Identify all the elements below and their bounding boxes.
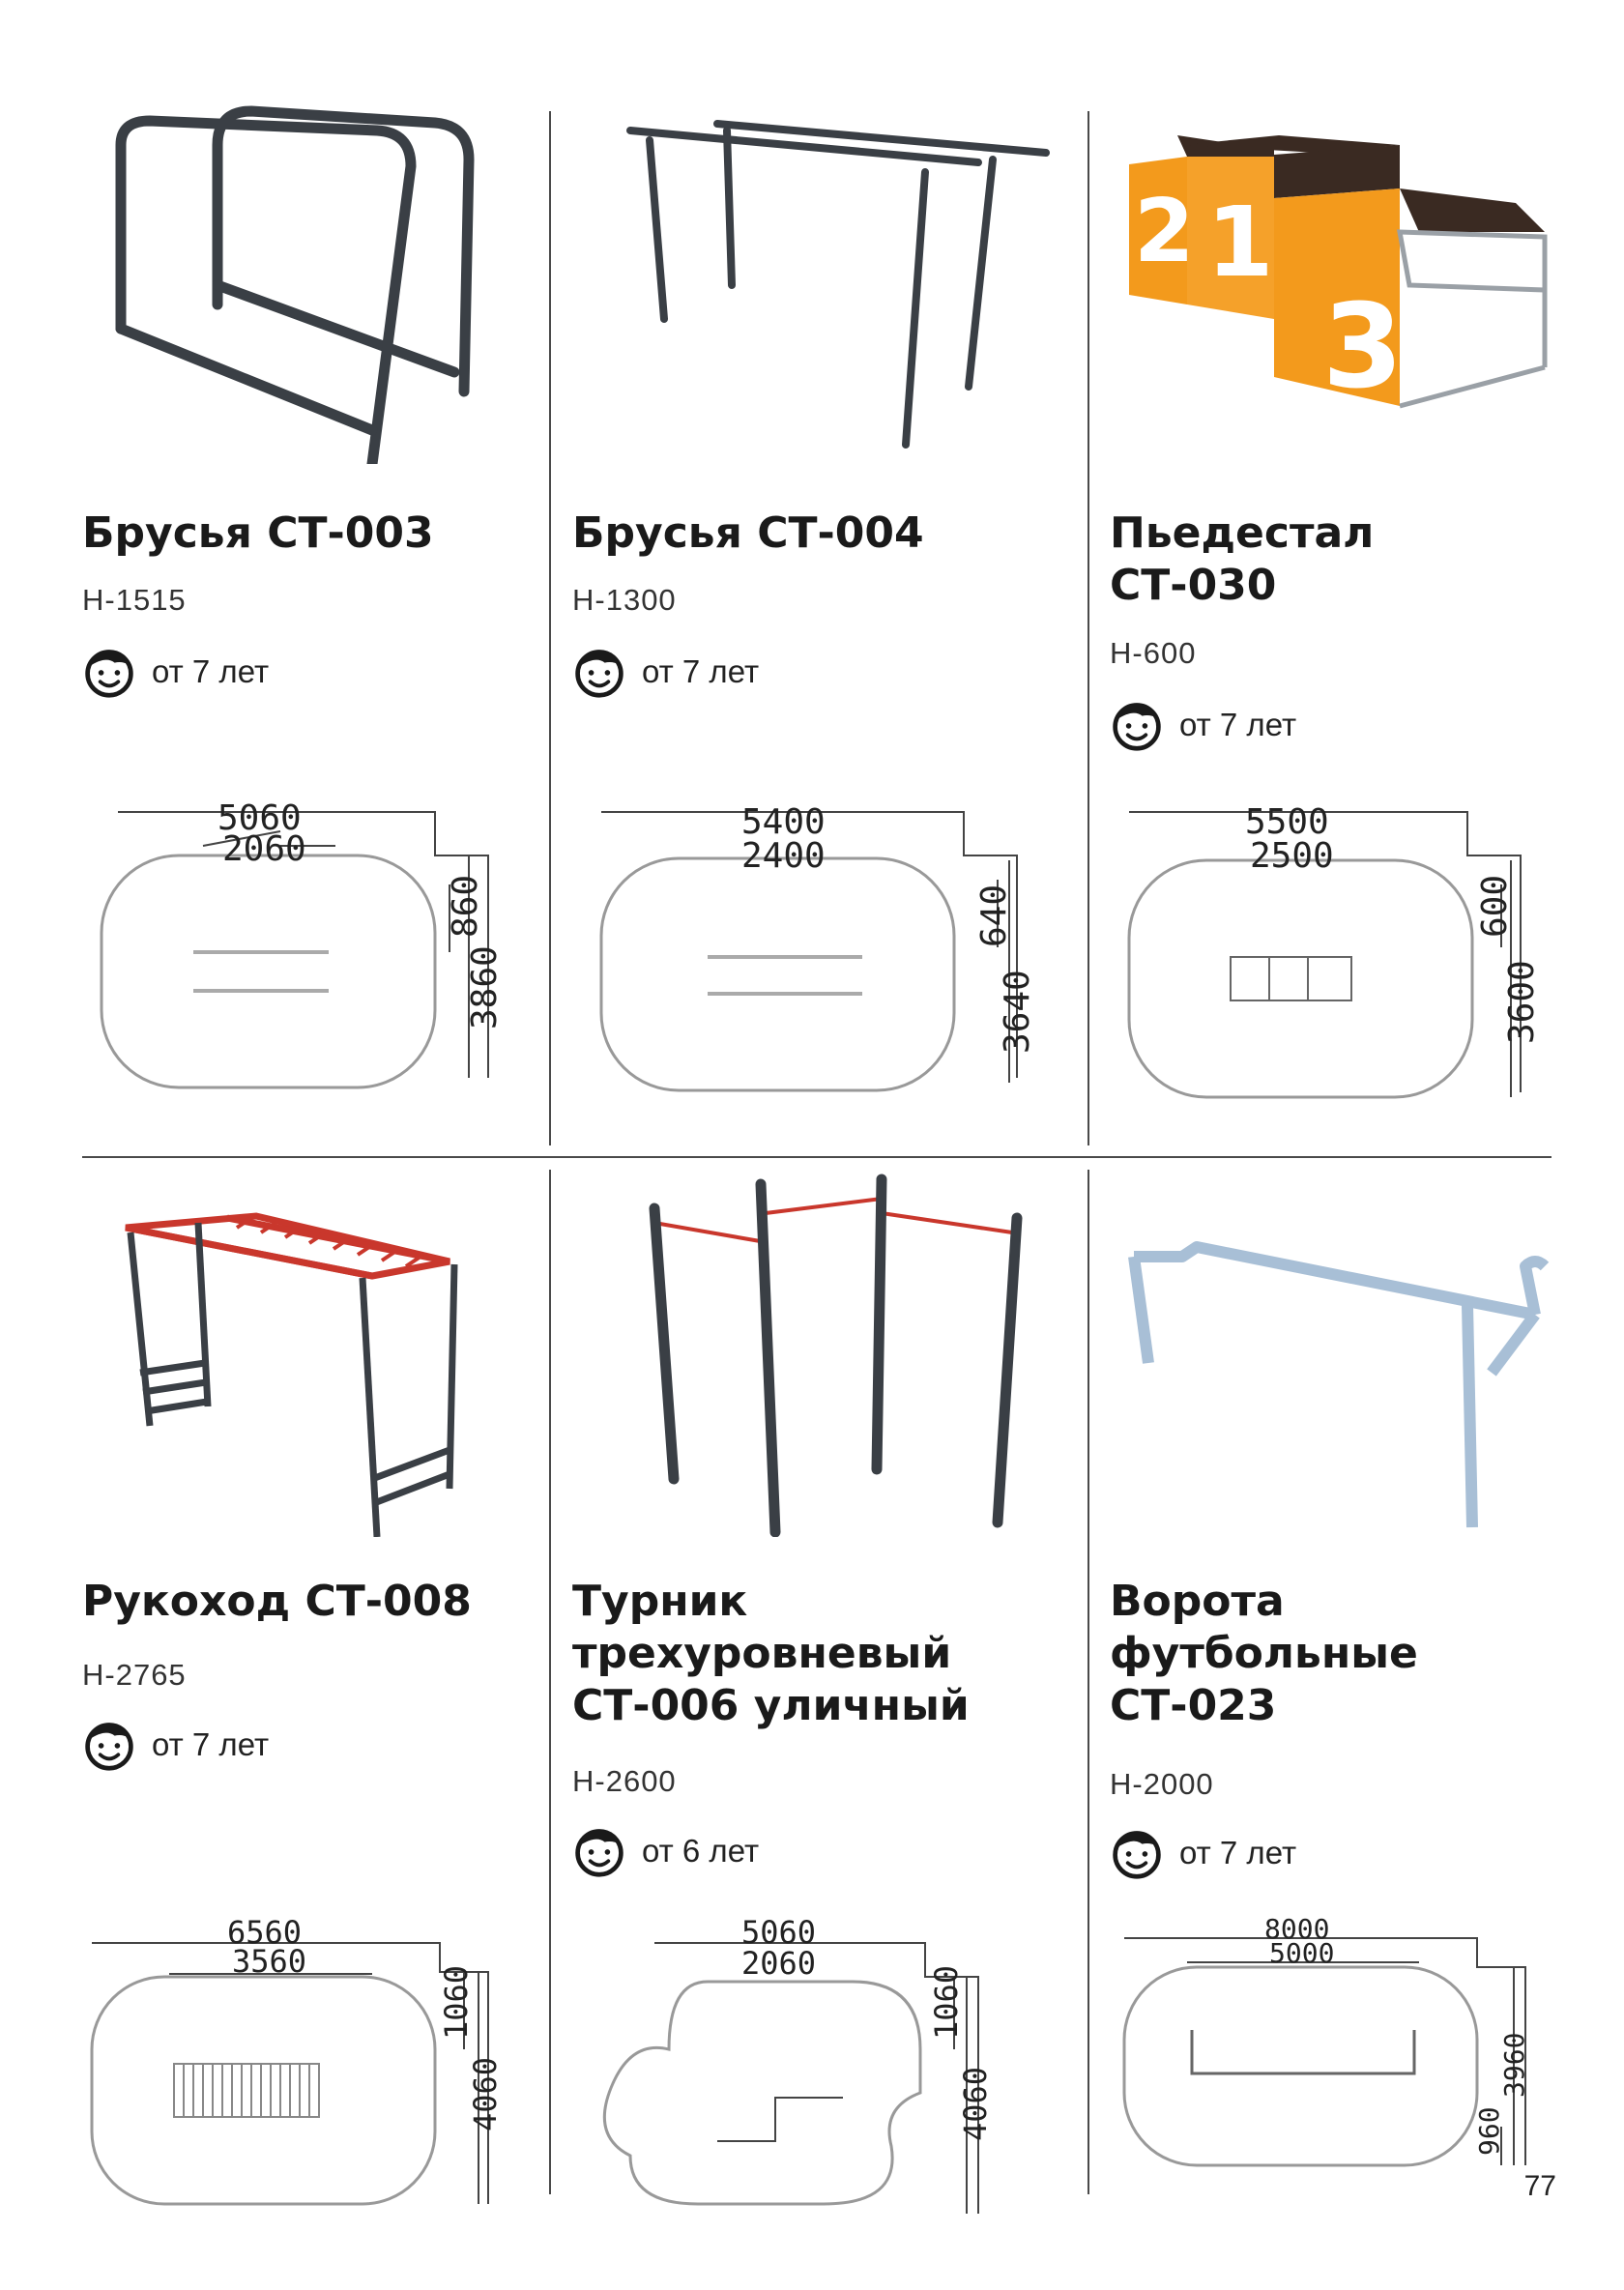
product-card-parallel-bars-003	[82, 97, 566, 1141]
product-title	[1110, 507, 1593, 612]
dim-outer-width: 5400	[741, 802, 826, 842]
product-height: Н-1300	[572, 583, 677, 617]
age-label: от 7 лет	[152, 653, 270, 689]
dim-inner-depth: 600	[1475, 874, 1515, 938]
dimension-plan	[82, 773, 566, 1141]
column-divider-4	[1088, 1170, 1089, 2194]
dim-outer-depth: 3960	[1498, 2032, 1530, 2098]
age-info	[572, 643, 759, 701]
dim-inner-width: 2060	[741, 1945, 817, 1982]
dim-outer-width: 5500	[1245, 802, 1329, 842]
age-info	[82, 643, 269, 701]
title-line: СТ-006 уличный	[572, 1681, 970, 1730]
dim-outer-depth: 3860	[465, 945, 505, 1029]
dim-outer-depth: 3640	[998, 970, 1037, 1054]
podium-number-1: 1	[1206, 186, 1274, 299]
child-face-icon	[572, 1824, 626, 1878]
title-line: трехуровневый	[572, 1629, 952, 1678]
age-label: от 7 лет	[152, 1726, 270, 1762]
title-line: СТ-023	[1110, 1681, 1277, 1730]
title-line: Турник	[572, 1577, 748, 1626]
title-line: Ворота	[1110, 1577, 1285, 1626]
dim-inner-depth: 860	[446, 874, 485, 938]
dim-outer-width: 6560	[227, 1914, 303, 1951]
dimension-plan	[572, 773, 1056, 1141]
dim-outer-width: 8000	[1264, 1914, 1330, 1945]
title-line: Брусья СТ-003	[82, 508, 434, 558]
age-label: от 7 лет	[1179, 707, 1297, 742]
dimension-plan	[82, 1914, 566, 2281]
age-info	[1110, 1824, 1296, 1882]
product-photo-parallel-bars	[82, 97, 566, 464]
child-face-icon	[82, 645, 136, 699]
product-photo-monkey-bars	[82, 1170, 566, 1537]
product-card-football-goal-023	[1110, 1170, 1593, 2214]
title-line: футбольные	[1110, 1629, 1418, 1678]
dim-inner-depth: 1060	[928, 1964, 965, 2040]
dim-outer-depth: 3600	[1502, 960, 1542, 1044]
dim-inner-width: 2400	[741, 836, 826, 876]
dim-outer-width: 5060	[218, 798, 302, 838]
product-height: Н-2000	[1110, 1767, 1214, 1801]
product-card-pullup-bar-006	[572, 1170, 1056, 2214]
product-card-monkey-bars-008	[82, 1170, 566, 2214]
title-line: Пьедестал	[1110, 508, 1375, 558]
dimension-plan	[1110, 1914, 1593, 2281]
dimension-plan	[1110, 773, 1593, 1141]
row-divider	[82, 1156, 1552, 1158]
dim-inner-depth: 640	[974, 884, 1014, 947]
title-line: Рукоход СТ-008	[82, 1577, 472, 1626]
child-face-icon	[572, 645, 626, 699]
product-photo-pullup-bar	[572, 1170, 1056, 1537]
dim-outer-depth: 4060	[957, 2066, 994, 2141]
column-divider-2	[1088, 111, 1089, 1145]
product-title	[572, 1576, 1056, 1732]
product-card-parallel-bars-004	[572, 97, 1056, 1141]
product-title	[82, 1576, 566, 1628]
dim-inner-width: 5000	[1269, 1937, 1335, 1969]
product-photo-football-goal	[1110, 1170, 1593, 1537]
child-face-icon	[82, 1718, 136, 1772]
age-info	[572, 1822, 759, 1880]
child-face-icon	[1110, 1826, 1164, 1880]
dim-outer-depth: 4060	[467, 2056, 504, 2131]
product-height: Н-600	[1110, 636, 1197, 670]
age-label: от 7 лет	[642, 653, 760, 689]
title-line: СТ-030	[1110, 561, 1277, 610]
product-title	[82, 507, 566, 560]
product-card-podium-030	[1110, 97, 1593, 1141]
product-height: Н-2765	[82, 1658, 187, 1692]
product-height: Н-1515	[82, 583, 187, 617]
dim-outer-width: 5060	[741, 1914, 817, 1951]
podium-number-3: 3	[1322, 280, 1404, 415]
dim-inner-depth: 1060	[438, 1964, 475, 2040]
dimension-plan	[572, 1914, 1056, 2281]
product-title	[1110, 1576, 1593, 1732]
page-number: 77	[1523, 2170, 1556, 2202]
product-title	[572, 507, 1056, 560]
product-photo-parallel-bars	[572, 97, 1056, 464]
age-label: от 7 лет	[1179, 1835, 1297, 1870]
dim-inner-width: 2500	[1250, 836, 1334, 876]
title-line: Брусья СТ-004	[572, 508, 924, 558]
child-face-icon	[1110, 698, 1164, 752]
age-info	[82, 1716, 269, 1774]
podium-number-2: 2	[1134, 181, 1195, 282]
dim-inner-depth: 960	[1473, 2106, 1505, 2156]
dim-inner-width: 2060	[222, 829, 306, 869]
age-label: от 6 лет	[642, 1833, 760, 1869]
product-height: Н-2600	[572, 1764, 677, 1798]
dim-inner-width: 3560	[232, 1943, 307, 1980]
age-info	[1110, 696, 1296, 754]
product-photo-podium	[1110, 97, 1593, 464]
